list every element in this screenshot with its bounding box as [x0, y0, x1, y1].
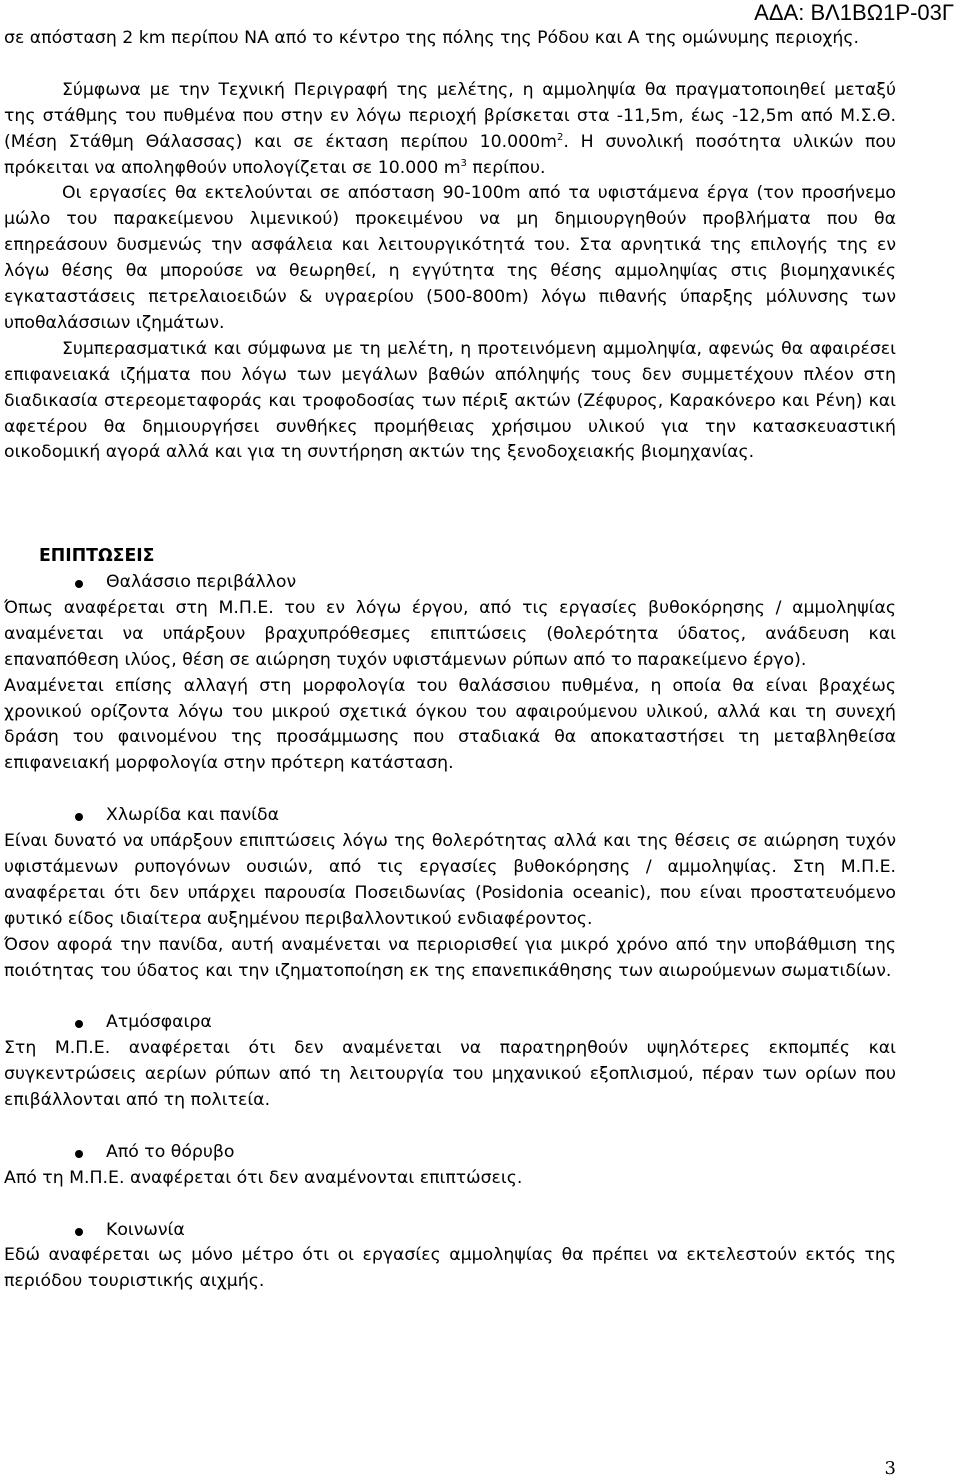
superscript-3: 3 [460, 157, 467, 169]
bullet-society: Κοινωνία [4, 1218, 896, 1244]
spacer [4, 52, 896, 78]
spacer [4, 1192, 896, 1218]
bullet-atmosphere: Ατμόσφαιρα [4, 1010, 896, 1036]
page-number: 3 [884, 1458, 896, 1479]
spacer [4, 466, 896, 518]
paragraph-marine-1: Όπως αναφέρεται στη Μ.Π.Ε. του εν λόγω έργου, από τις εργασίες βυθοκόρησης / αμμοληψίας αναμένεται να υπάρξουν βραχυπρόθεσμες επιπτώσεις (θολερότητα ύδατος, ανάδευση και επαναπόθεση ιλύος, θέση σε αιώρηση τυχόν υφιστάμενων ρύπων από το παρακείμενο έργο). [4, 597, 896, 670]
paragraph-flora-1: Είναι δυνατό να υπάρξουν επιπτώσεις λόγω της θολερότητας αλλά και της θέσεις σε αιώρηση τυχόν υφιστάμενων ρυπογόνων ουσιών, από τις εργασίες βυθοκόρησης / αμμοληψίας. Στη Μ.Π.Ε. αναφέρεται ότι δεν υπάρχει παρουσία Ποσειδωνίας (Posidonia oceanic), που είναι προστατευόμενο φυτικό είδος ιδιαίτερα αυξημένου περιβαλλοντικού ενδιαφέροντος. [4, 831, 896, 929]
paragraph-atmosphere: Στη Μ.Π.Ε. αναφέρεται ότι δεν αναμένεται να παρατηρηθούν υψηλότερες εκπομπές και συγκεντρώσεις αερίων ρύπων από τη λειτουργία του μηχανικού εξοπλισμού, πέραν των ορίων που επιβάλλονται από τη πολιτεία. [4, 1038, 896, 1111]
bullet-dot-icon [75, 580, 83, 588]
spacer [4, 777, 896, 803]
bullet-dot-icon [75, 1150, 83, 1158]
paragraph-noise: Από τη Μ.Π.Ε. αναφέρεται ότι δεν αναμένονται επιπτώσεις. [4, 1167, 523, 1188]
spacer [4, 984, 896, 1010]
paragraph-marine-2: Αναμένεται επίσης αλλαγή στη μορφολογία του θαλάσσιου πυθμένα, η οποία θα είναι βραχέως χρονικού ορίζοντα λόγω του μικρού σχετικά όγκου του αφαιρούμενου υλικού, αλλά και τη συνεχή δράση του φαινομένου της προσάμμωσης που σταδιακά θα αποκαταστήσει τη μεταβληθείσα επιφανειακή μορφολογία στην πρότερη κατάσταση. [4, 675, 896, 774]
spacer [4, 518, 896, 544]
document-body [4, 26, 896, 1295]
bullet-marine: Θαλάσσιο περιβάλλον [4, 570, 896, 596]
ada-code: ΑΔΑ: ΒΛ1ΒΩ1Ρ-03Γ [754, 0, 954, 25]
spacer [4, 1114, 896, 1140]
superscript-2: 2 [556, 131, 564, 143]
paragraph-conclusion: Συμπερασματικά και σύμφωνα με τη μελέτη, η προτεινόμενη αμμοληψία, αφενώς θα αφαιρέσει επιφανειακά ιζήματα που λόγω των μεγάλων βαθών απόληψής τους δεν συμμετέχουν πλέον στη διαδικασία στερεομεταφοράς και τροφοδοσίας των πέριξ ακτών (Ζέφυρος, Καρακόνερο και Ρένη) και αφετέρου θα δημιουργήσει συνθήκες προμήθειας χρήσιμου υλικού για την κατασκευαστική οικοδομική αγορά αλλά και για τη συντήρηση ακτών της ξενοδοχειακής βιομηχανίας. [4, 338, 896, 463]
paragraph-sampling-depth: Σύμφωνα με την Τεχνική Περιγραφή της μελέτης, η αμμοληψία θα πραγματοποιηθεί μεταξύ της στάθμης του πυθμένα που στην εν λόγω περιοχή βρίσκεται στα -11,5m, έως -12,5m από Μ.Σ.Θ. (Μέση Στάθμη Θάλασσας) και σε έκταση περίπου $10.000m^2$. Η συνολική ποσότητα υλικών που πρόκειται να αποληφθούν υπολογίζεται σε 10.000 $m^3$ περίπου. [4, 79, 896, 178]
bullet-dot-icon [75, 1228, 83, 1236]
bullet-flora-fauna: Χλωρίδα και πανίδα [4, 803, 896, 829]
intro-paragraph: σε απόσταση 2 km περίπου ΝΑ από το κέντρο της πόλης της Ρόδου και Α της ομώνυμης περιοχής. [4, 28, 859, 48]
bullet-noise: Από το θόρυβο [4, 1140, 896, 1166]
paragraph-fauna-2: Όσον αφορά την πανίδα, αυτή αναμένεται να περιορισθεί για μικρό χρόνο από την υποβάθμιση της ποιότητας του ύδατος και την ιζηματοποίηση εκ της επανεπικάθησης των αιωρούμενων σωματιδίων. [4, 934, 896, 981]
paragraph-works-distance: Οι εργασίες θα εκτελούνται σε απόσταση 90-100m από τα υφιστάμενα έργα (τον προσήνεμο μώλο του παρακείμενου λιμενικού) προκειμένου να μη δημιουργηθούν προβλήματα που θα επηρεάσουν δυσμενώς την ασφάλεια και λειτουργικότητά του. Στα αρνητικά της επιλογής της εν λόγω θέσης θα μπορούσε να θεωρηθεί, η εγγύτητα της θέσης αμμοληψίας στις βιομηχανικές εγκαταστάσεις πετρελαιοειδών & υγραερίου (500-800m) λόγω πιθανής ύπαρξης μόλυνσης των υποθαλάσσιων ιζημάτων. [4, 183, 896, 333]
paragraph-society: Εδώ αναφέρεται ως μόνο μέτρο ότι οι εργασίες αμμοληψίας θα πρέπει να εκτελεστούν εκτός της περιόδου τουριστικής αιχμής. [4, 1245, 896, 1292]
section-heading-impacts: ΕΠΙΠΤΩΣΕΙΣ [39, 546, 155, 567]
